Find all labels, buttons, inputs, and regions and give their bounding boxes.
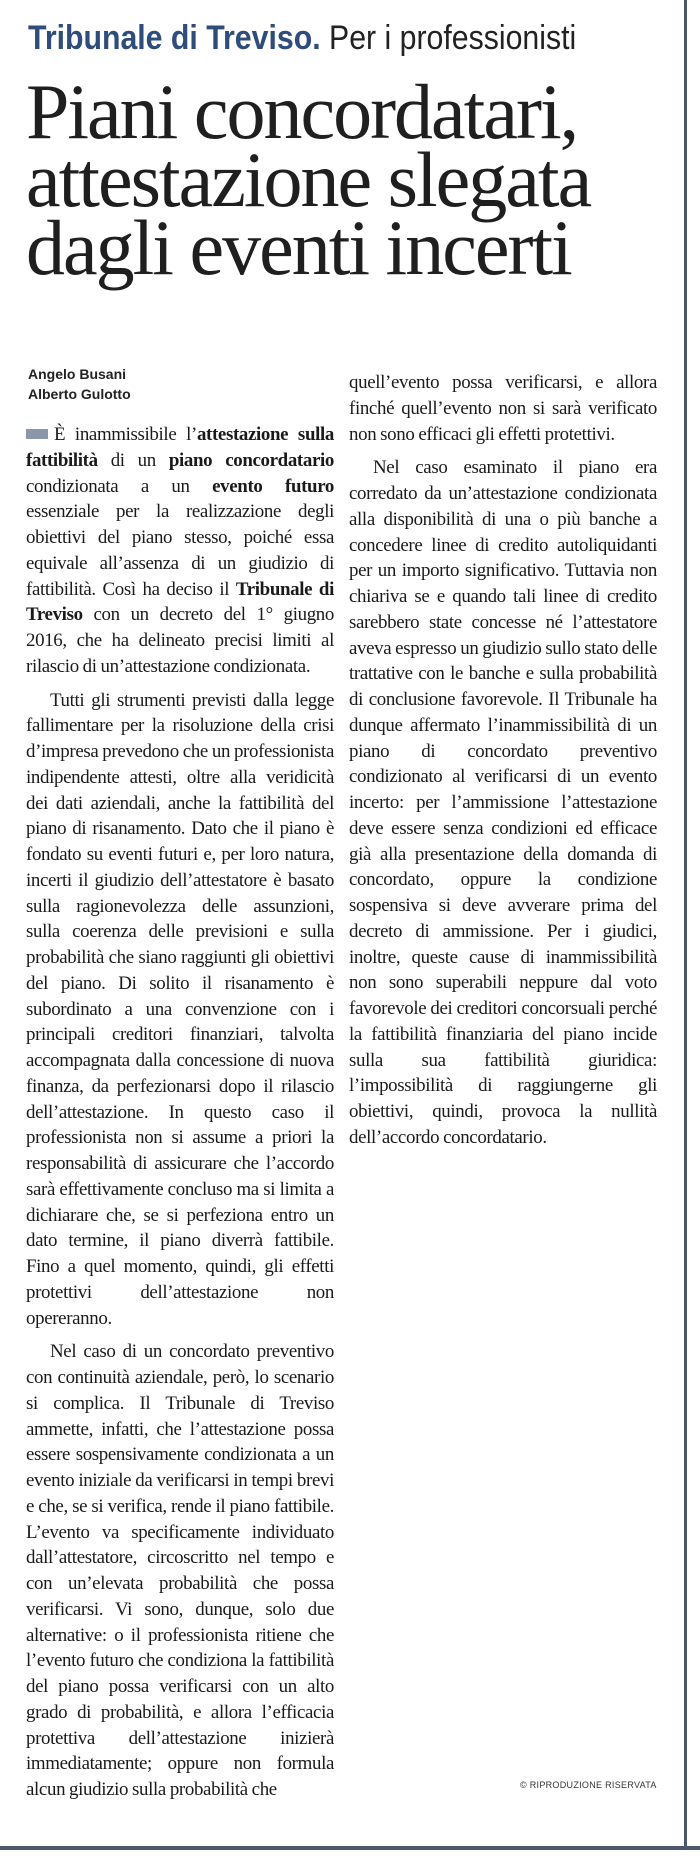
body-paragraph-4: Nel caso esaminato il piano era corredato da un’attestazione condizionata alla disponibilità di una o più banche a concedere linee di credito autoliquidanti per un importo significativo. Tuttavia non chiariva se e quando tali linee di credito sarebbero state concesse né l’attestatore aveva espresso un giudizio sullo stato delle trattative con le banche e sulla probabilità di conclusione favorevole. Il Tribunale ha dunque affermato l’inammissibilità di un piano di concordato preventivo condizionato al verificarsi di un evento incerto: per l’ammissione l’attestazione deve essere senza condizioni ed efficace già alla presentazione della domanda di concordato, oppure la condizione sospensiva si deve avverare prima del decreto di ammissione. Per i giudici, inoltre, queste cause di inammissibilità non sono superabili neppure dal voto favorevole dei creditori concorsuali perché la fattibilità finanziaria del piano incide sulla sua fattibilità giuridica: l’impossibilità di raggiungerne gli obiettivi, quindi, provoca la nullità dell’accordo concordatario. <box>349 457 657 1148</box>
author-1: Angelo Busani <box>28 366 127 382</box>
headline-line-1: Piani concordatari, <box>26 68 578 155</box>
bottom-page-rule <box>0 1846 700 1850</box>
headline <box>26 68 676 291</box>
kicker-topic: Per i professionisti <box>329 19 577 57</box>
body-paragraph-2: Tutti gli strumenti previsti dalla legge fallimentare per la risoluzione della crisi d’impresa prevedono che un professionista indipendente attesti, oltre alla veridicità dei dati aziendali, anche la fattibilità del piano di risanamento. Dato che il piano è fondato su eventi futuri e, per loro natura, incerti il giudizio dell’attestatore è basato sulla ragionevolezza delle assunzioni, sulla coerenza delle previsioni e sulla probabilità che siano raggiunti gli obiettivi del piano. Di solito il risanamento è subordinato a una convenzione con i principali creditori finanziari, talvolta accompagnata dalla concessione di nuova finanza, da perfezionarsi dopo il rilascio dell’attestazione. In questo caso il professionista non si assume a priori la responsabilità di assicurare che l’accordo sarà effettivamente concluso ma si limita a dichiarare che, se si perfeziona entro un dato termine, il piano diverrà fattibile. Fino a quel momento, quindi, gli effetti protettivi dell’attestazione non opereranno. <box>26 689 334 1329</box>
article-column-1 <box>26 422 334 1803</box>
author-2: Alberto Gulotto <box>28 386 131 402</box>
right-column-rule <box>684 0 687 1848</box>
copyright-notice: © RIPRODUZIONE RISERVATA <box>520 1780 657 1790</box>
article-column-2 <box>349 370 657 1151</box>
lead-marker <box>26 429 48 439</box>
lead-paragraph: È inammissibile l’attestazione sulla fattibilità di un piano concordatario condizionata a un evento futuro essenziale per la realizzazione degli obiettivi del piano stesso, poiché essa equivale all’assenza di un giudizio di fattibilità. Così ha deciso il Tribunale di Treviso con un decreto del 1° giugno 2016, che ha delineato precisi limiti al rilascio di un’attestazione condizionata. <box>26 424 334 677</box>
body-paragraph-3: Nel caso di un concordato preventivo con continuità aziendale, però, lo scenario si complica. Il Tribunale di Treviso ammette, infatti, che l’attestazione possa essere sospensivamente condizionata a un evento iniziale da verificarsi in tempi brevi e che, se si verifica, rende il piano fattibile. L’evento va specificamente individuato dall’attestatore, circoscritto nel tempo e con un’elevata probabilità che possa verificarsi. Vi sono, dunque, solo due alternative: o il professionista ritiene che l’evento futuro che condiziona la fattibilità del piano possa verificarsi con un alto grado di probabilità, e allora l’efficacia protettiva dell’attestazione inizierà immediatamente; oppure non formula alcun giudizio sulla probabilità che <box>26 1341 334 1800</box>
byline <box>28 364 131 404</box>
headline-line-3: dagli eventi incerti <box>26 204 571 291</box>
kicker-location: Tribunale di Treviso. <box>28 19 321 57</box>
headline-line-2: attestazione slegata <box>26 136 591 223</box>
kicker <box>28 18 607 58</box>
body-paragraph-3-continued: quell’evento possa verificarsi, e allora finché quell’evento non si sarà verificato non sono efficaci gli effetti protettivi. <box>349 372 657 445</box>
